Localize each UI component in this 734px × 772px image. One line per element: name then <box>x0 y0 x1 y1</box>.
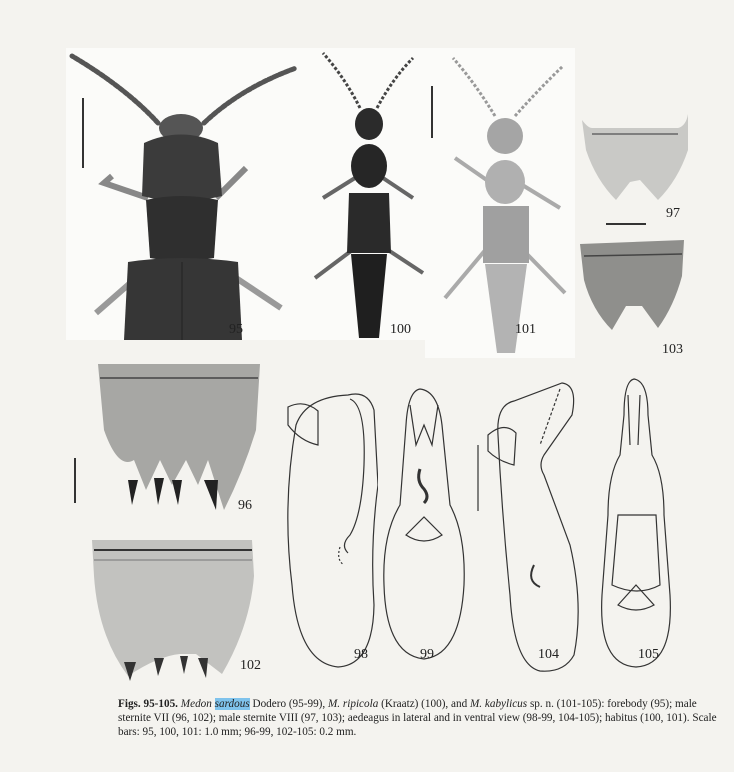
caption-taxon-kabylicus: M. kabylicus <box>469 698 528 710</box>
figure-number-103: 103 <box>662 342 683 357</box>
figure-number-105: 105 <box>638 647 659 662</box>
figure-number-104: 104 <box>538 647 559 662</box>
caption-text-2: (Kraatz) (100), and <box>378 698 470 710</box>
sternite-102-photo <box>88 536 264 684</box>
figure-number-96: 96 <box>238 498 252 513</box>
aedeagus-99-drawing <box>380 385 468 675</box>
figure-102-sternite <box>88 536 264 684</box>
caption-text-3: sp. n. (101-105): forebody (95); male sternite VII (96, 102); male sternite VIII (97, 103); aedeagus in lateral and in ventral view (98-99, 104-105); habitus (100, 101). Scale bars: 95, 100, 101: 1.0 mm; 96-99, 102-105: 0.2 mm. <box>118 698 717 738</box>
figure-caption <box>118 697 724 739</box>
caption-text-1: Dodero (95-99), <box>249 698 328 710</box>
figure-104-aedeagus-lateral <box>474 375 590 675</box>
figure-number-97: 97 <box>666 206 680 221</box>
figure-number-98: 98 <box>354 647 368 662</box>
figure-number-99: 99 <box>420 647 434 662</box>
caption-figure-range: Figs. 95-105. <box>118 698 178 710</box>
figure-number-101: 101 <box>515 322 536 337</box>
forebody-photo <box>66 48 306 340</box>
habitus-dark-photo <box>305 48 433 340</box>
figure-number-100: 100 <box>390 322 411 337</box>
figure-99-aedeagus-ventral <box>380 385 468 675</box>
habitus-pale-photo <box>425 48 575 358</box>
figure-103-sternite <box>578 236 696 361</box>
aedeagus-104-drawing <box>474 375 590 675</box>
figure-96-sternite <box>68 360 264 520</box>
caption-genus: Medon <box>180 698 212 710</box>
figure-101-habitus <box>425 48 575 358</box>
scale-bar <box>74 458 76 503</box>
aedeagus-98-drawing <box>278 385 378 675</box>
sternite-96-photo <box>68 360 264 520</box>
figure-95-forebody <box>66 48 306 340</box>
figure-100-habitus <box>305 48 433 340</box>
caption-highlighted-species[interactable]: sardous <box>214 698 250 710</box>
figure-number-95: 95 <box>229 322 243 337</box>
figure-97-sternite <box>578 110 696 230</box>
aedeagus-105-drawing <box>594 375 690 675</box>
figure-98-aedeagus-lateral <box>278 385 378 675</box>
scale-bar <box>606 223 646 225</box>
figure-105-aedeagus-ventral <box>594 375 690 675</box>
caption-taxon-ripicola: M. ripicola <box>327 698 379 710</box>
figure-number-102: 102 <box>240 658 261 673</box>
